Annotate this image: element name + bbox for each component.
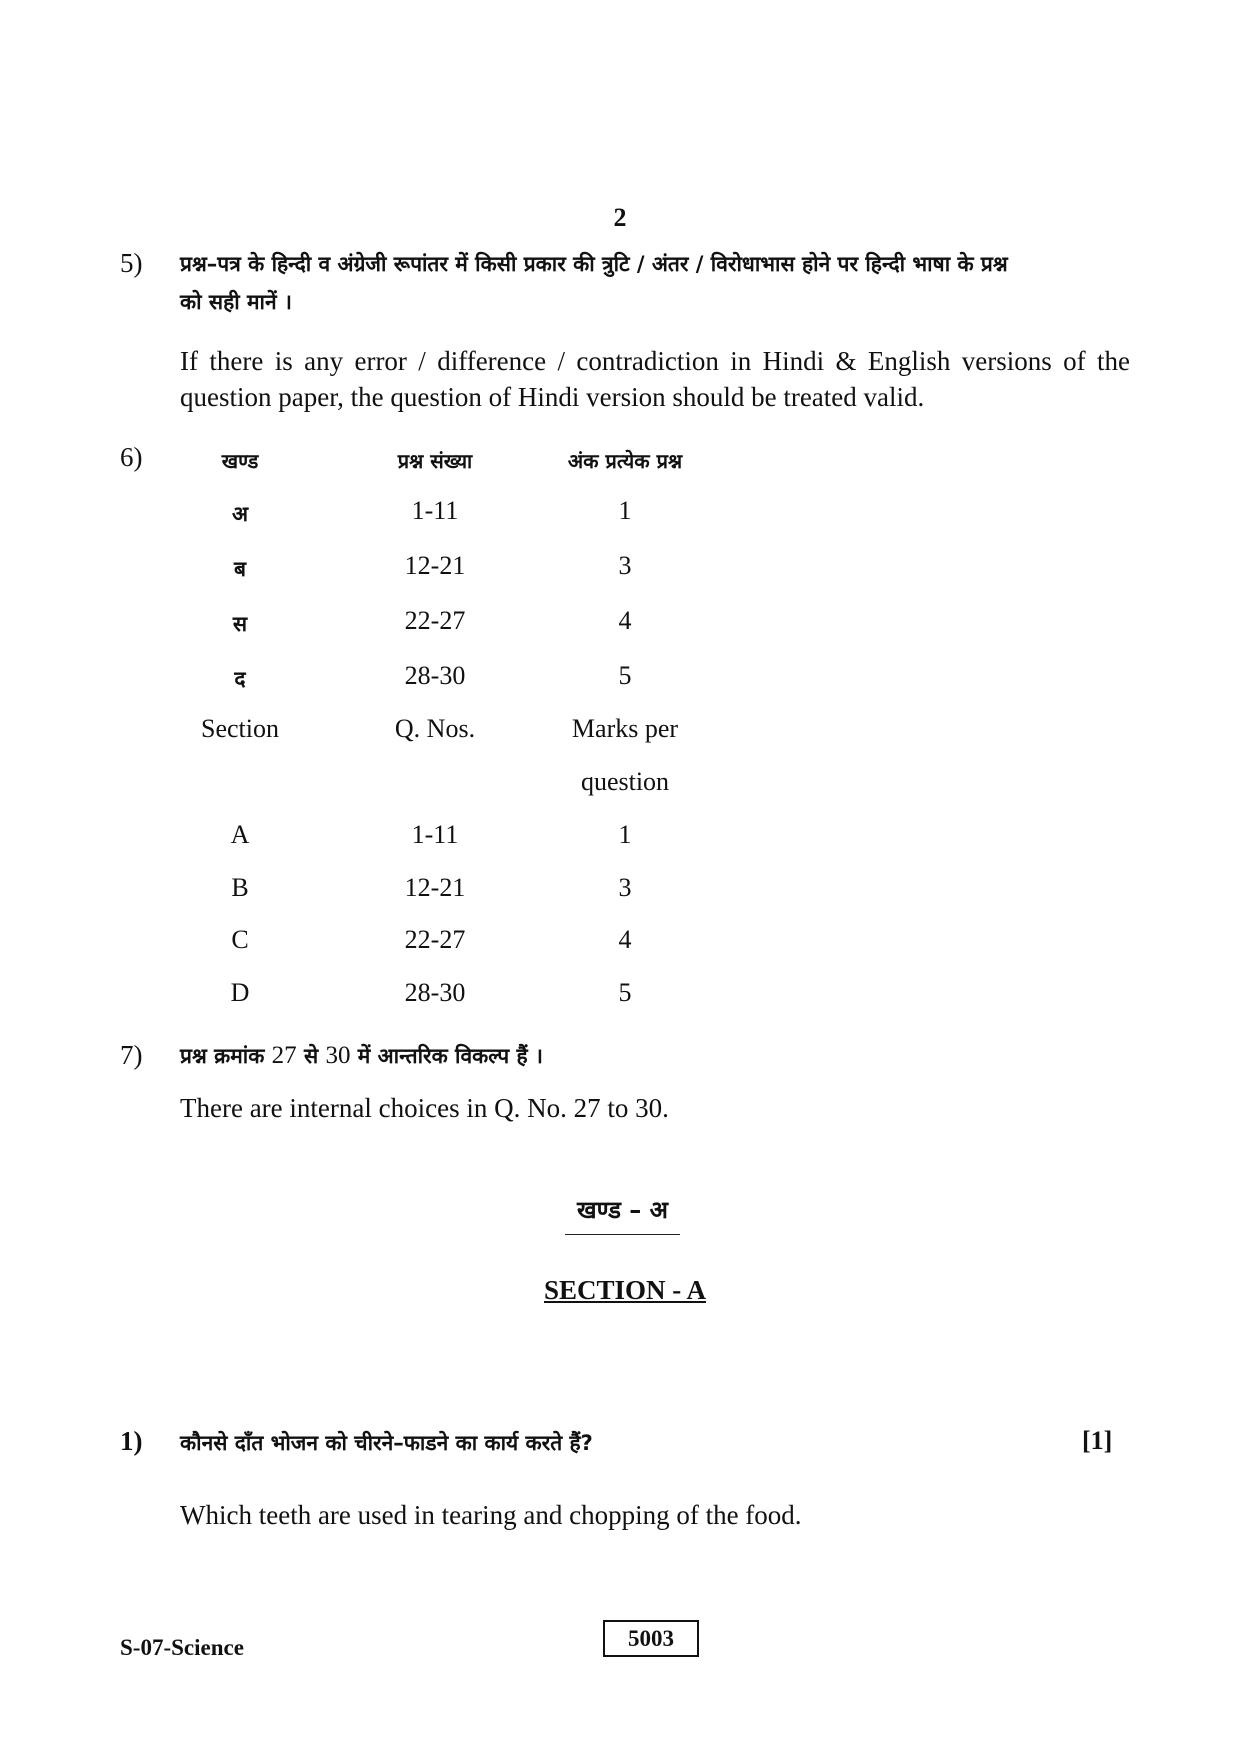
table-header-marks-hi: अंक प्रत्येक प्रश्न — [567, 449, 683, 473]
item-5-hindi-line2: को सही मानें । — [180, 290, 292, 314]
footer-paper-code: 5003 — [603, 1620, 699, 1657]
section-heading-hindi: खण्ड – अ — [565, 1193, 680, 1235]
table-header-section-en: Section — [201, 714, 279, 743]
item-7-hindi — [180, 1042, 543, 1070]
footer-subject-code: S-07-Science — [120, 1635, 244, 1660]
table-header-section-hi: खण्ड — [221, 449, 259, 473]
table-cell: 1-11 — [411, 496, 459, 525]
table-cell: 28-30 — [404, 661, 466, 690]
item-5-number: 5) — [120, 248, 143, 278]
table-cell: अ — [231, 502, 249, 526]
question-1-marks: [1] — [1082, 1426, 1113, 1455]
item-6-number: 6) — [120, 442, 143, 472]
section-heading-english: SECTION - A — [543, 1275, 707, 1305]
table-cell: 22-27 — [404, 925, 466, 954]
item-7-english: There are internal choices in Q. No. 27 to 30. — [180, 1093, 669, 1123]
page-number: 2 — [613, 203, 627, 232]
table-cell: द — [234, 667, 246, 691]
item-7-hindi-number: 30 — [325, 1042, 351, 1069]
question-1-english: Which teeth are used in tearing and chopping of the food. — [180, 1500, 802, 1530]
table-header-marks-en-line2: question — [580, 767, 670, 796]
item-7-hindi-part: से — [296, 1044, 326, 1068]
table-cell: C — [231, 925, 249, 954]
item-5-hindi-line1: प्रश्न–पत्र के हिन्दी व अंग्रेजी रूपांतर में किसी प्रकार की त्रुटि / अंतर / विरोधाभास होने पर हिन्दी भाषा के प्रश्न — [180, 252, 1008, 276]
table-cell: 12-21 — [404, 873, 466, 902]
table-cell: 1-11 — [411, 820, 459, 849]
item-7-hindi-number: 27 — [271, 1042, 297, 1069]
item-7-hindi-part: प्रश्न क्रमांक — [180, 1044, 272, 1068]
item-7-hindi-part: में आन्तरिक विकल्प हैं । — [350, 1044, 543, 1068]
table-cell: B — [231, 873, 249, 902]
question-1-hindi: कौनसे दाँत भोजन को चीरने–फाडने का कार्य करते हैं? — [180, 1431, 593, 1455]
question-1-number: 1) — [120, 1426, 143, 1456]
table-cell: ब — [234, 557, 246, 581]
table-cell: 5 — [618, 661, 632, 690]
table-cell: 3 — [618, 551, 632, 580]
table-cell: 12-21 — [404, 551, 466, 580]
table-cell: 22-27 — [404, 606, 466, 635]
table-cell: 5 — [618, 978, 632, 1007]
item-7-number: 7) — [120, 1040, 143, 1070]
table-cell: 4 — [618, 925, 632, 954]
table-cell: 1 — [618, 820, 632, 849]
item-5-english: If there is any error / difference / contradiction in Hindi & English versions of the question paper, the question of Hindi version should be treated valid. — [180, 346, 1130, 412]
table-cell: स — [232, 612, 248, 636]
table-header-qnos-hi: प्रश्न संख्या — [397, 449, 473, 473]
table-cell: 28-30 — [404, 978, 466, 1007]
table-header-marks-en: Marks per — [571, 714, 679, 743]
table-cell: 4 — [618, 606, 632, 635]
table-cell: 1 — [618, 496, 632, 525]
table-header-qnos-en: Q. Nos. — [394, 714, 476, 743]
table-cell: A — [230, 820, 250, 849]
table-cell: D — [230, 978, 250, 1007]
table-cell: 3 — [618, 873, 632, 902]
